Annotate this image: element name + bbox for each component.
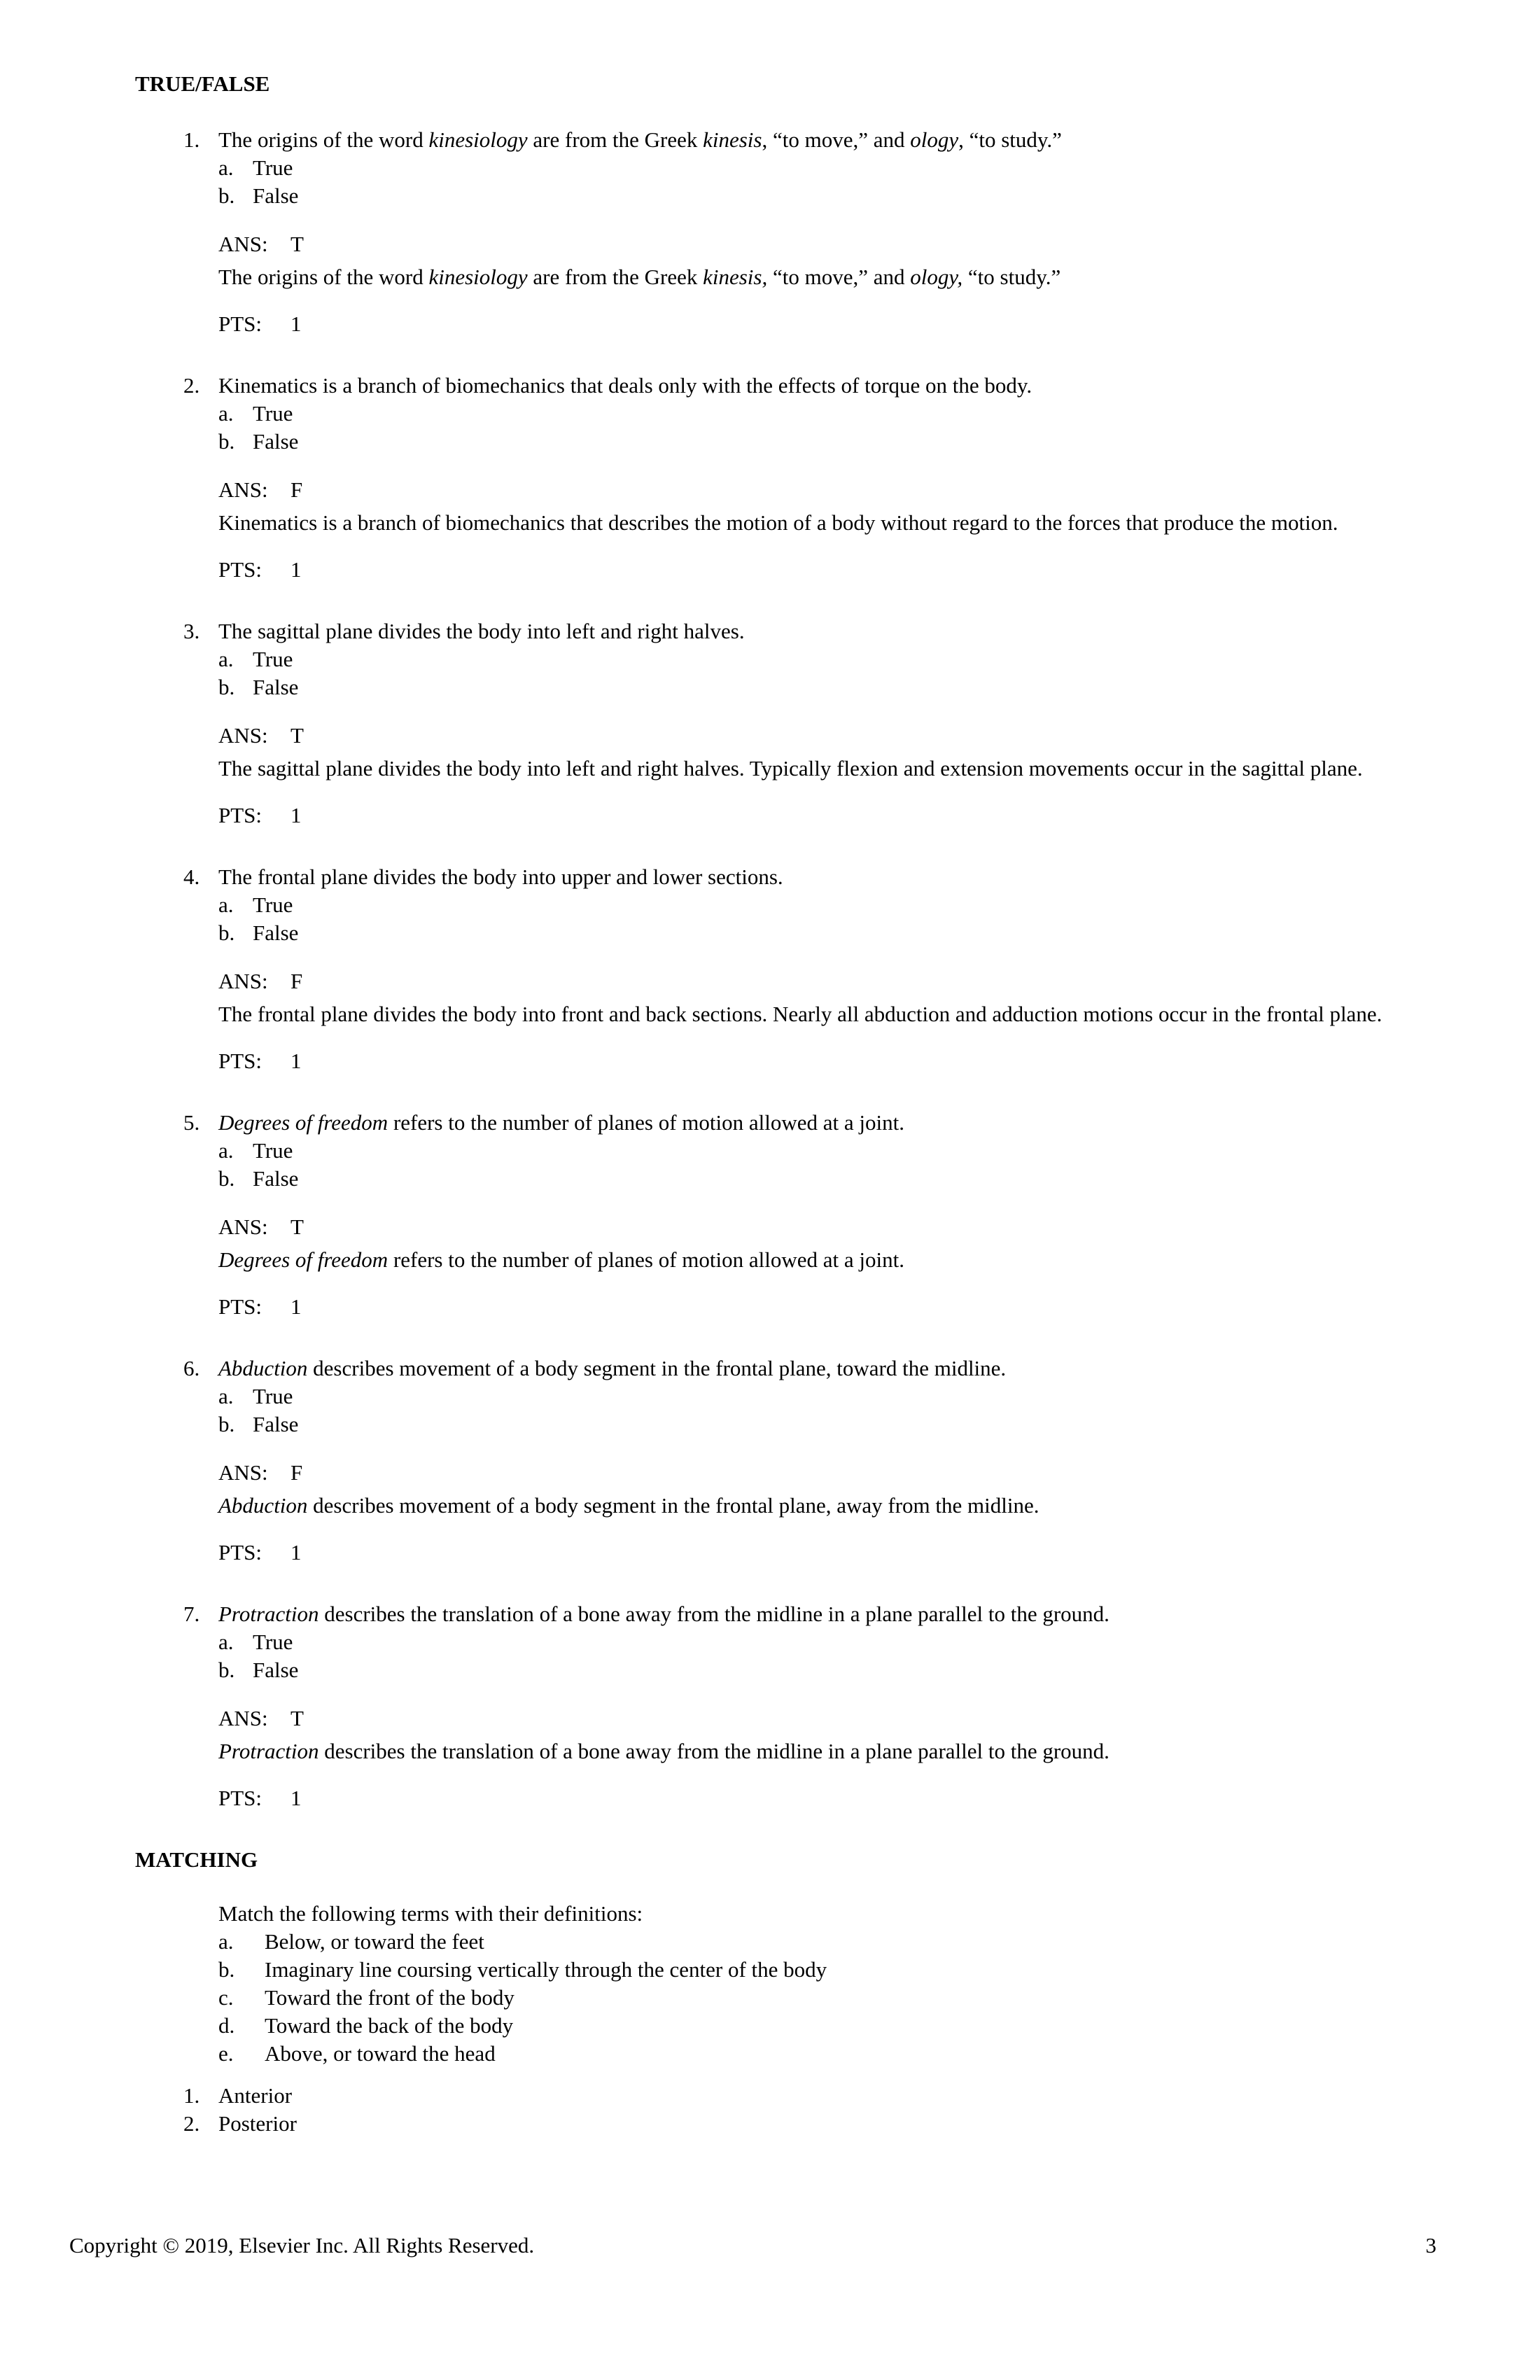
points-row [218, 556, 1414, 584]
answer-rationale: The frontal plane divides the body into front and back sections. Nearly all abduction and adduction motions occur in the frontal plane. [218, 1002, 1382, 1026]
question-body [218, 126, 1414, 338]
points-label: PTS: [218, 1049, 262, 1073]
question-number: 1. [183, 127, 200, 152]
truefalse-question-list [135, 126, 1414, 1812]
answer-option-true [218, 645, 1414, 673]
choice-letter: b. [218, 1957, 235, 1982]
question-text: Protraction describes the translation of a bone away from the midline in a plane parallel to the ground. [218, 1602, 1110, 1626]
option-label: False [253, 183, 299, 208]
option-letter: b. [218, 1658, 235, 1682]
points-value: 1 [290, 1049, 302, 1073]
answer-label: ANS: [218, 1460, 268, 1485]
matching-choice-list [135, 1928, 1414, 2068]
footer-copyright: Copyright © 2019, Elsevier Inc. All Rights Reserved. [69, 2233, 535, 2258]
option-label: False [253, 1412, 299, 1436]
question-number: 5. [183, 1110, 200, 1135]
question-item [135, 1109, 1414, 1321]
choice-letter: a. [218, 1929, 234, 1954]
question-item [135, 617, 1414, 830]
answer-option-true [218, 1137, 1414, 1165]
option-label: True [253, 1384, 293, 1408]
option-letter: a. [218, 1384, 234, 1408]
answer-row [218, 1704, 1414, 1732]
points-value: 1 [290, 1540, 302, 1564]
choice-label: Imaginary line coursing vertically through the center of the body [265, 1957, 827, 1982]
answer-option-true [218, 891, 1414, 919]
matching-intro: Match the following terms with their definitions: [218, 1901, 643, 1926]
option-label: True [253, 1138, 293, 1163]
option-letter: b. [218, 429, 235, 454]
option-letter: a. [218, 401, 234, 426]
option-letter: b. [218, 675, 235, 699]
points-row [218, 1293, 1414, 1321]
answer-row [218, 1459, 1414, 1487]
answer-row [218, 476, 1414, 504]
question-item [135, 372, 1414, 584]
option-label: False [253, 675, 299, 699]
answer-option-true [218, 154, 1414, 182]
question-number: 2. [183, 373, 200, 398]
question-body [218, 1600, 1414, 1812]
option-label: False [253, 429, 299, 454]
term-number: 2. [183, 2111, 200, 2136]
option-label: True [253, 647, 293, 671]
matching-choice [218, 2040, 1414, 2068]
answer-option-false [218, 1410, 1414, 1438]
option-letter: b. [218, 1412, 235, 1436]
answer-option-true [218, 400, 1414, 428]
answer-rationale: Protraction describes the translation of a bone away from the midline in a plane parallel to the ground. [218, 1739, 1110, 1763]
points-row [218, 1784, 1414, 1812]
answer-label: ANS: [218, 477, 268, 502]
answer-value: T [290, 1706, 304, 1730]
option-label: True [253, 1630, 293, 1654]
answer-row [218, 230, 1414, 258]
points-value: 1 [290, 1294, 302, 1319]
answer-row [218, 967, 1414, 995]
answer-option-false [218, 673, 1414, 701]
choice-label: Below, or toward the feet [265, 1929, 484, 1954]
question-body [218, 1354, 1414, 1567]
points-row [218, 310, 1414, 338]
choice-label: Above, or toward the head [265, 2041, 496, 2066]
answer-row [218, 1213, 1414, 1241]
question-body [218, 617, 1414, 830]
matching-choice [218, 1956, 1414, 1984]
question-text: Kinematics is a branch of biomechanics that deals only with the effects of torque on the body. [218, 373, 1032, 398]
points-label: PTS: [218, 1786, 262, 1810]
points-label: PTS: [218, 557, 262, 582]
term-label: Anterior [218, 2083, 293, 2108]
answer-rationale: Degrees of freedom refers to the number of planes of motion allowed at a joint. [218, 1247, 904, 1272]
option-letter: b. [218, 920, 235, 945]
answer-option-false [218, 1656, 1414, 1684]
matching-choice [218, 2012, 1414, 2040]
answer-row [218, 722, 1414, 750]
answer-value: T [290, 232, 304, 256]
answer-value: T [290, 1214, 304, 1239]
term-label: Posterior [218, 2111, 297, 2136]
answer-rationale: Kinematics is a branch of biomechanics that describes the motion of a body without regard to the forces that produce the motion. [218, 510, 1338, 535]
points-value: 1 [290, 557, 302, 582]
option-letter: a. [218, 155, 234, 180]
question-text: Degrees of freedom refers to the number of planes of motion allowed at a joint. [218, 1110, 904, 1135]
option-letter: b. [218, 1166, 235, 1191]
answer-option-false [218, 1165, 1414, 1193]
points-row [218, 1047, 1414, 1075]
answer-rationale: Abduction describes movement of a body segment in the frontal plane, away from the midline. [218, 1493, 1040, 1518]
matching-choice [218, 1928, 1414, 1956]
option-letter: a. [218, 647, 234, 671]
points-value: 1 [290, 1786, 302, 1810]
answer-value: F [290, 477, 303, 502]
question-body [218, 863, 1414, 1075]
points-value: 1 [290, 803, 302, 827]
answer-label: ANS: [218, 969, 268, 993]
choice-label: Toward the back of the body [265, 2013, 514, 2038]
matching-section-heading: MATCHING [135, 1847, 258, 1872]
option-letter: a. [218, 892, 234, 917]
option-label: False [253, 1166, 299, 1191]
matching-term-list [135, 2082, 1414, 2138]
answer-option-false [218, 182, 1414, 210]
points-row [218, 1539, 1414, 1567]
choice-letter: c. [218, 1985, 234, 2010]
question-item [135, 1600, 1414, 1812]
answer-rationale: The sagittal plane divides the body into left and right halves. Typically flexion and extension movements occur in the sagittal plane. [218, 756, 1363, 780]
question-text: The origins of the word kinesiology are from the Greek kinesis, “to move,” and ology, “to study.” [218, 127, 1062, 152]
question-text: The frontal plane divides the body into upper and lower sections. [218, 864, 783, 889]
matching-term [135, 2110, 1414, 2138]
points-label: PTS: [218, 312, 262, 336]
question-number: 6. [183, 1356, 200, 1380]
page-number: 3 [1425, 2233, 1436, 2258]
points-row [218, 802, 1414, 830]
matching-choice [218, 1984, 1414, 2012]
answer-option-false [218, 428, 1414, 456]
answer-value: T [290, 723, 304, 748]
question-number: 4. [183, 864, 200, 889]
points-label: PTS: [218, 1294, 262, 1319]
question-item [135, 863, 1414, 1075]
answer-rationale: The origins of the word kinesiology are from the Greek kinesis, “to move,” and ology, “to study.” [218, 265, 1061, 289]
page-footer [69, 2232, 1436, 2260]
choice-label: Toward the front of the body [265, 1985, 514, 2010]
answer-label: ANS: [218, 1214, 268, 1239]
question-body [218, 1109, 1414, 1321]
term-number: 1. [183, 2083, 200, 2108]
question-number: 3. [183, 619, 200, 643]
points-value: 1 [290, 312, 302, 336]
question-text: Abduction describes movement of a body segment in the frontal plane, toward the midline. [218, 1356, 1007, 1380]
matching-term [135, 2082, 1414, 2110]
question-number: 7. [183, 1602, 200, 1626]
option-letter: a. [218, 1630, 234, 1654]
answer-value: F [290, 1460, 303, 1485]
points-label: PTS: [218, 803, 262, 827]
truefalse-section-heading: TRUE/FALSE [135, 71, 270, 96]
question-text: The sagittal plane divides the body into left and right halves. [218, 619, 745, 643]
option-label: False [253, 920, 299, 945]
answer-label: ANS: [218, 1706, 268, 1730]
option-letter: b. [218, 183, 235, 208]
answer-option-false [218, 919, 1414, 947]
points-label: PTS: [218, 1540, 262, 1564]
answer-option-true [218, 1382, 1414, 1410]
answer-option-true [218, 1628, 1414, 1656]
question-body [218, 372, 1414, 584]
choice-letter: e. [218, 2041, 234, 2066]
question-item [135, 126, 1414, 338]
option-label: True [253, 892, 293, 917]
answer-value: F [290, 969, 303, 993]
option-label: True [253, 155, 293, 180]
question-item [135, 1354, 1414, 1567]
option-label: False [253, 1658, 299, 1682]
option-letter: a. [218, 1138, 234, 1163]
choice-letter: d. [218, 2013, 235, 2038]
option-label: True [253, 401, 293, 426]
matching-block [135, 1900, 1414, 2138]
answer-label: ANS: [218, 232, 268, 256]
answer-label: ANS: [218, 723, 268, 748]
